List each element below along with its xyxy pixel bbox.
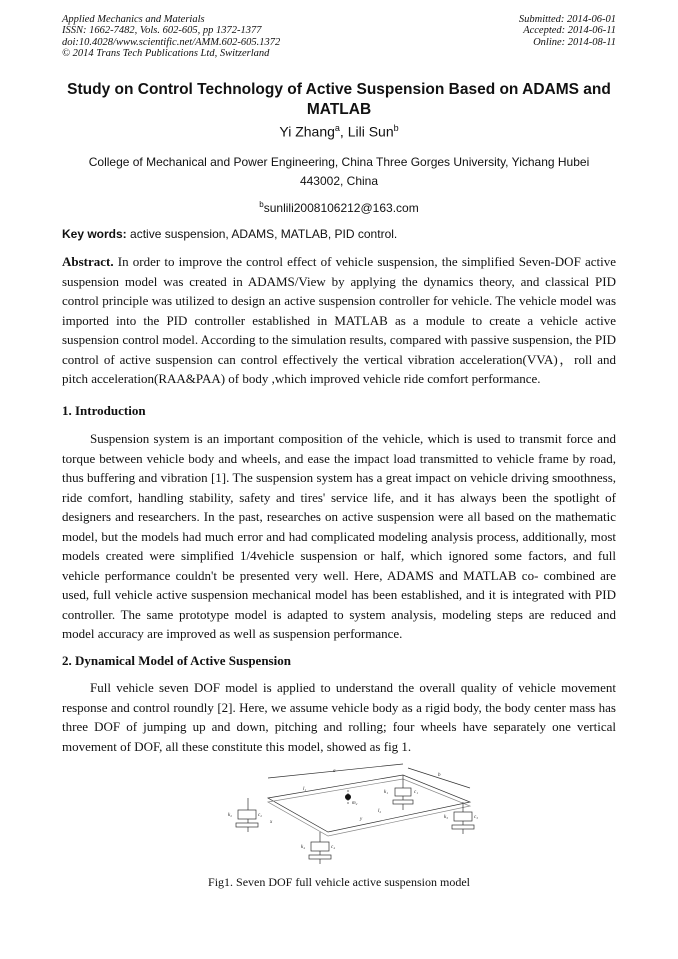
vehicle-body-plate [268,775,470,832]
abstract-text: In order to improve the control effect of vehicle suspension, the simplified Seven-DOF active suspension model was created in ADAMS/View by applying the dynamics theory, and classical PID control principle was utilized to design an active suspension controller for vehicle. The vehicle model was imported into the PID controller established in MATLAB as a module to create a vehicle active suspension control model. According to the simulation results, compared with passive suspension, the PID control of active suspension can control effectively the vertical vibration acceleration(VVA)，roll and pitch acceleration(RAA&PAA) of body ,which improved vehicle ride comfort performance. [62,254,616,386]
fig-label-x: x [270,820,273,825]
author-2: Lili Sun [347,123,394,140]
online-date: Online: 2014-08-11 [533,36,616,48]
fig-label-m2: m₂ [352,801,358,806]
copyright-line: © 2014 Trans Tech Publications Ltd, Switzerland [62,48,270,60]
email-mark: b [259,200,264,209]
fig-label-l2: l₂ [378,809,382,814]
author-1: Yi Zhang [279,123,335,140]
fig-label-b: b [438,773,441,778]
author-list [62,123,616,140]
author-2-mark: b [393,123,399,133]
fig-label-k3: k₃ [444,815,448,820]
fig-label-y: y [360,817,363,822]
author-email [62,200,616,215]
keywords [62,227,397,241]
submitted-date: Submitted: 2014-06-01 [518,14,616,25]
section-heading-introduction: 1. Introduction [62,403,146,418]
section-heading-dynamical-model: 2. Dynamical Model of Active Suspension [62,653,291,668]
affiliation: College of Mechanical and Power Engineering, China Three Gorges University, Yichang Hubei 443002, China [88,155,590,188]
dynamical-model-paragraph: Full vehicle seven DOF model is applied to understand the overall quality of vehicle movement response and control roundly [2]. Here, we assume vehicle body as a rigid body, the body center mass has three DOF of jumping up and down, pitching and rolling; four wheels have separately one vertical movement of DOF, all these constitute this model, showed as fig 1. [62,680,616,754]
author-separator: , [339,123,348,140]
fig-label-a: a [333,769,336,774]
fig-label-k2: k₂ [228,813,232,818]
center-of-mass [345,794,351,800]
abstract [62,252,616,389]
author-1-mark: a [334,123,340,133]
fig-label-c2: c₂ [258,813,262,818]
figure-caption: Fig1. Seven DOF full vehicle active suspension model [208,875,470,889]
fig-label-c1: c₁ [414,790,418,795]
email-address[interactable]: sunlili2008106212@163.com [263,201,419,215]
journal-name: Applied Mechanics and Materials [62,14,205,25]
fig-label-c4: c₄ [331,845,335,850]
paper-title: Study on Control Technology of Active Suspension Based on ADAMS and MATLAB [67,81,611,118]
introduction-paragraph: Suspension system is an important composition of the vehicle, which is used to transmit force and torque between vehicle body and wheels, and ease the impact load transmitted to vehicle frame by road, thus buffering and vibration [1]. The suspension system has a great impact on vehicle driving smoothness, ride comfort, handling stability, safety and tires' service life, and it has always been the spotlight of designers and researchers. In the past, researches on active suspension were all based on the mathematic model, but the models had much error and had complicated modeling analysis process, additionally, most models created were simplified 1/4vehicle suspension or half, which ignored some factors, and full vehicle performance couldn't be presented very well. Here, ADAMS and MATLAB co- combined are used, full vehicle active suspension mechanical model has been established, and it is integrated with PID controller. The same prototype model is adapted to system analysis, modeling steps are reduced and model accuracy are improved as well as suspension performance. [62,431,616,641]
fig-label-k4: k₄ [301,845,305,850]
keywords-label: Key words: [62,227,127,241]
vehicle-model-figure [208,760,508,872]
suspension-rear-right [452,802,474,834]
journal-header [62,14,280,60]
suspension-front-left [236,798,258,832]
dimension-line-length [268,764,403,778]
fig-label-k1: k₁ [384,790,388,795]
doi-line: doi:10.4028/www.scientific.net/AMM.602-605.1372 [62,36,281,48]
issn-line: ISSN: 1662-7482, Vols. 602-605, pp 1372-1377 [62,25,262,37]
suspension-rear-left [309,832,331,864]
keywords-text: active suspension, ADAMS, MATLAB, PID control. [126,227,398,241]
dates-header [519,14,616,48]
abstract-label: Abstract. [62,254,114,269]
fig-label-c3: c₃ [474,815,478,820]
accepted-date: Accepted: 2014-06-11 [523,25,616,37]
fig-label-l1: l₁ [303,787,307,792]
vehicle-body-underside [268,779,470,836]
